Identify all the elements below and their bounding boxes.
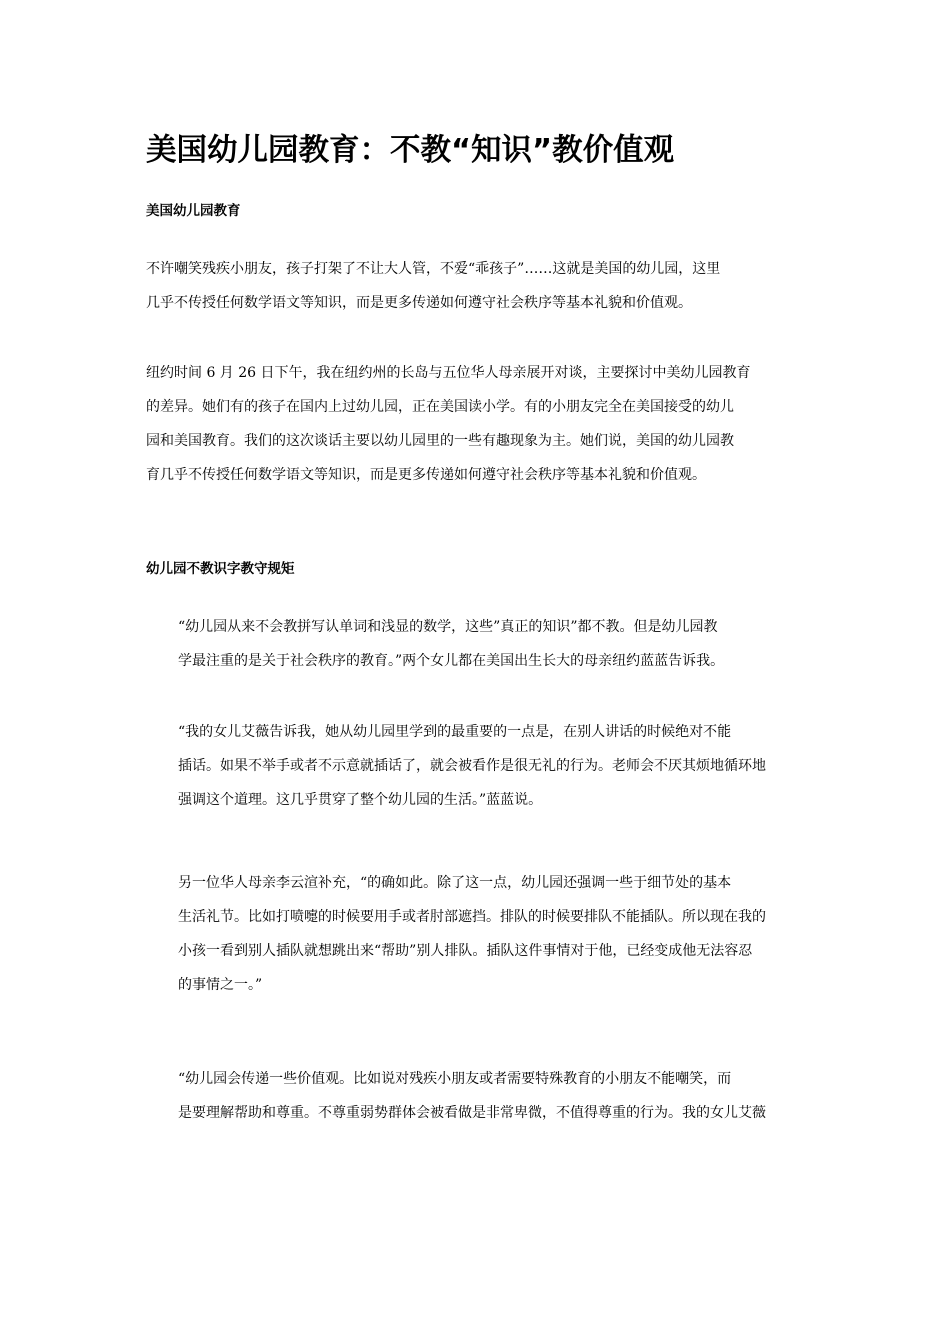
paragraph-line: “我的女儿艾薇告诉我，她从幼儿园里学到的最重要的一点是，在别人讲话的时候绝对不能 — [178, 724, 732, 740]
paragraph-4 — [146, 715, 808, 817]
section-heading-1: 美国幼儿园教育 — [146, 203, 241, 219]
paragraph-line: 是要理解帮助和尊重。不尊重弱势群体会被看做是非常卑微，不值得尊重的行为。我的女儿艾薇 — [178, 1105, 766, 1121]
paragraph-line: 小孩一看到别人插队就想跳出来“帮助”别人排队。插队这件事情对于他，已经变成他无法容忍 — [178, 943, 753, 959]
paragraph-1 — [146, 252, 808, 320]
paragraph-3 — [146, 610, 808, 678]
paragraph-5 — [146, 866, 808, 1002]
paragraph-line: 插话。如果不举手或者不示意就插话了，就会被看作是很无礼的行为。老师会不厌其烦地循环地 — [178, 758, 766, 774]
paragraph-2 — [146, 356, 808, 492]
paragraph-line: 的事情之一。” — [178, 977, 263, 993]
section-heading-2: 幼儿园不教识字教守规矩 — [146, 561, 295, 577]
paragraph-line: 学最注重的是关于社会秩序的教育。”两个女儿都在美国出生长大的母亲纽约蓝蓝告诉我。 — [178, 653, 725, 669]
paragraph-line: 另一位华人母亲李云渲补充，“的确如此。除了这一点，幼儿园还强调一些于细节处的基本 — [178, 875, 732, 891]
paragraph-line: 纽约时间 6 月 26 日下午，我在纽约州的长岛与五位华人母亲展开对谈，主要探讨中美幼儿园教育 — [146, 365, 751, 381]
document-title: 美国幼儿园教育：不教“知识”教价值观 — [146, 133, 675, 168]
paragraph-line: 生活礼节。比如打喷嚏的时候要用手或者肘部遮挡。排队的时候要排队不能插队。所以现在我的 — [178, 909, 766, 925]
paragraph-line: 强调这个道理。这几乎贯穿了整个幼儿园的生活。”蓝蓝说。 — [178, 792, 543, 808]
paragraph-line: 几乎不传授任何数学语文等知识，而是更多传递如何遵守社会秩序等基本礼貌和价值观。 — [146, 295, 692, 311]
paragraph-line: 园和美国教育。我们的这次谈话主要以幼儿园里的一些有趣现象为主。她们说，美国的幼儿园教 — [146, 433, 734, 449]
paragraph-line: 的差异。她们有的孩子在国内上过幼儿园，正在美国读小学。有的小朋友完全在美国接受的幼儿 — [146, 399, 734, 415]
paragraph-line: 不许嘲笑残疾小朋友，孩子打架了不让大人管，不爱“乖孩子”……这就是美国的幼儿园，这里 — [146, 261, 721, 277]
paragraph-6 — [146, 1062, 808, 1130]
paragraph-line: “幼儿园从来不会教拼写认单词和浅显的数学，这些”真正的知识”都不教。但是幼儿园教 — [178, 619, 718, 635]
paragraph-line: 育几乎不传授任何数学语文等知识，而是更多传递如何遵守社会秩序等基本礼貌和价值观。 — [146, 467, 706, 483]
paragraph-line: “幼儿园会传递一些价值观。比如说对残疾小朋友或者需要特殊教育的小朋友不能嘲笑，而 — [178, 1071, 732, 1087]
